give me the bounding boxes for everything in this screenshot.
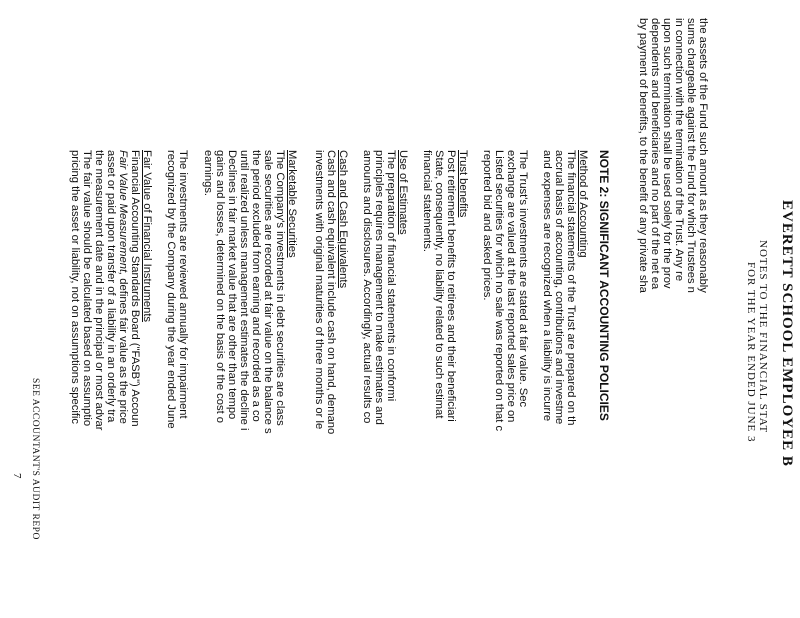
- document-subtitle-2: FOR THE YEAR ENDED JUNE 3: [745, 262, 757, 443]
- investments-line: Listed securities for which no sale was reported on that c: [493, 150, 505, 432]
- fair-value-heading: Fair Value of Financial Instruments: [141, 150, 153, 323]
- estimates-line: principles requires management to make estimates and: [373, 150, 385, 425]
- trust-benefits-line: Post retirement benefits to retirees and their beneficiari: [445, 150, 457, 422]
- trust-benefits-heading: Trust benefits: [457, 150, 469, 218]
- method-line: and expenses are recognized when a liability is incurre: [541, 150, 553, 422]
- estimates-line: amounts and disclosures. Accordingly, actual results co: [361, 150, 373, 424]
- impairment-line: recognized by the Company during the year ended June: [165, 150, 177, 429]
- fair-value-line: Financial Accounting Standards Board ("FASB") Accoun: [129, 150, 141, 427]
- intro-line: sums chargeable against the Fund for which Trustees n: [685, 18, 697, 293]
- estimates-line: The preparation of financial statements in conformi: [385, 150, 397, 402]
- marketable-line: Declines in fair market value that are other than tempo: [226, 150, 238, 420]
- marketable-line: sale securities are recorded at fair value on the balance s: [262, 150, 274, 434]
- trust-benefits-line: financial statements.: [421, 150, 433, 252]
- investments-line: reported bid and asked prices.: [481, 150, 493, 301]
- fair-value-definition: defines fair value as the price: [117, 275, 129, 424]
- marketable-line: until realized unless management estimates the decline i: [238, 150, 250, 431]
- cash-equivalents-heading: Cash and Cash Equivalents: [337, 150, 349, 289]
- method-line: The financial statements of the Trust are prepared on th: [565, 150, 577, 426]
- intro-line: upon such termination shall be used solely for the prov: [661, 18, 673, 289]
- intro-line: by payment of benefits, to the benefit of any private sha: [637, 18, 649, 293]
- intro-line: the assets of the Fund such amount as they reasonably: [697, 18, 709, 293]
- intro-line: in connection with the termination of the Trust. Any re: [673, 18, 685, 282]
- marketable-line: The Company's investments in debt securities are class: [274, 150, 286, 426]
- marketable-line: gains and losses, determined on the basis of the cost o: [214, 150, 226, 424]
- fair-value-line: [116, 150, 128, 424]
- document-subtitle-1: NOTES TO THE FINANCIAL STAT: [757, 240, 769, 434]
- fair-value-line: the measurement date and in the principal or most advar: [93, 150, 105, 431]
- cash-line: Cash and cash equivalent include cash on hand, demano: [325, 150, 337, 435]
- marketable-line: the period excluded from earning and recorded as a co: [250, 150, 262, 422]
- fair-value-line: asset or paid upon transfer of a liability in an orderly tra: [105, 150, 117, 423]
- use-of-estimates-heading: Use of Estimates: [397, 150, 409, 235]
- investments-line: exchange are valued at the last reported sales price on: [505, 150, 517, 423]
- marketable-securities-heading: Marketable Securities: [286, 150, 298, 258]
- note-2-heading: NOTE 2: SIGNIFICANT ACCOUNTING POLICIES: [597, 150, 611, 421]
- impairment-line: The investments are reviewed annually for impairment: [177, 150, 189, 419]
- page-number: 7: [11, 473, 23, 479]
- method-line: accrual basis of accounting, contributions and investme: [553, 150, 565, 425]
- marketable-line: earnings.: [202, 150, 214, 197]
- method-of-accounting-heading: Method of Accounting: [577, 150, 589, 258]
- fair-value-line: pricing the asset or liability, not on assumptions specific: [69, 150, 81, 425]
- audit-report-footer: SEE ACCOUNTANT'S AUDIT REPO: [30, 378, 40, 540]
- document-title: EVERETT SCHOOL EMPLOYEE B: [779, 200, 795, 467]
- fair-value-line: The fair value should be calculated based on assumptio: [81, 150, 93, 427]
- cash-line: investments with original maturities of three months or le: [313, 150, 325, 430]
- intro-line: dependents and beneficiaries and no part of the net ea: [649, 18, 661, 290]
- investments-line: The Trust's investments are stated at fair value. Sec: [517, 150, 529, 408]
- trust-benefits-line: State, consequently, no liability related to such estimat: [433, 150, 445, 419]
- fair-value-measurement-title: Fair Value Measurement,: [117, 150, 129, 276]
